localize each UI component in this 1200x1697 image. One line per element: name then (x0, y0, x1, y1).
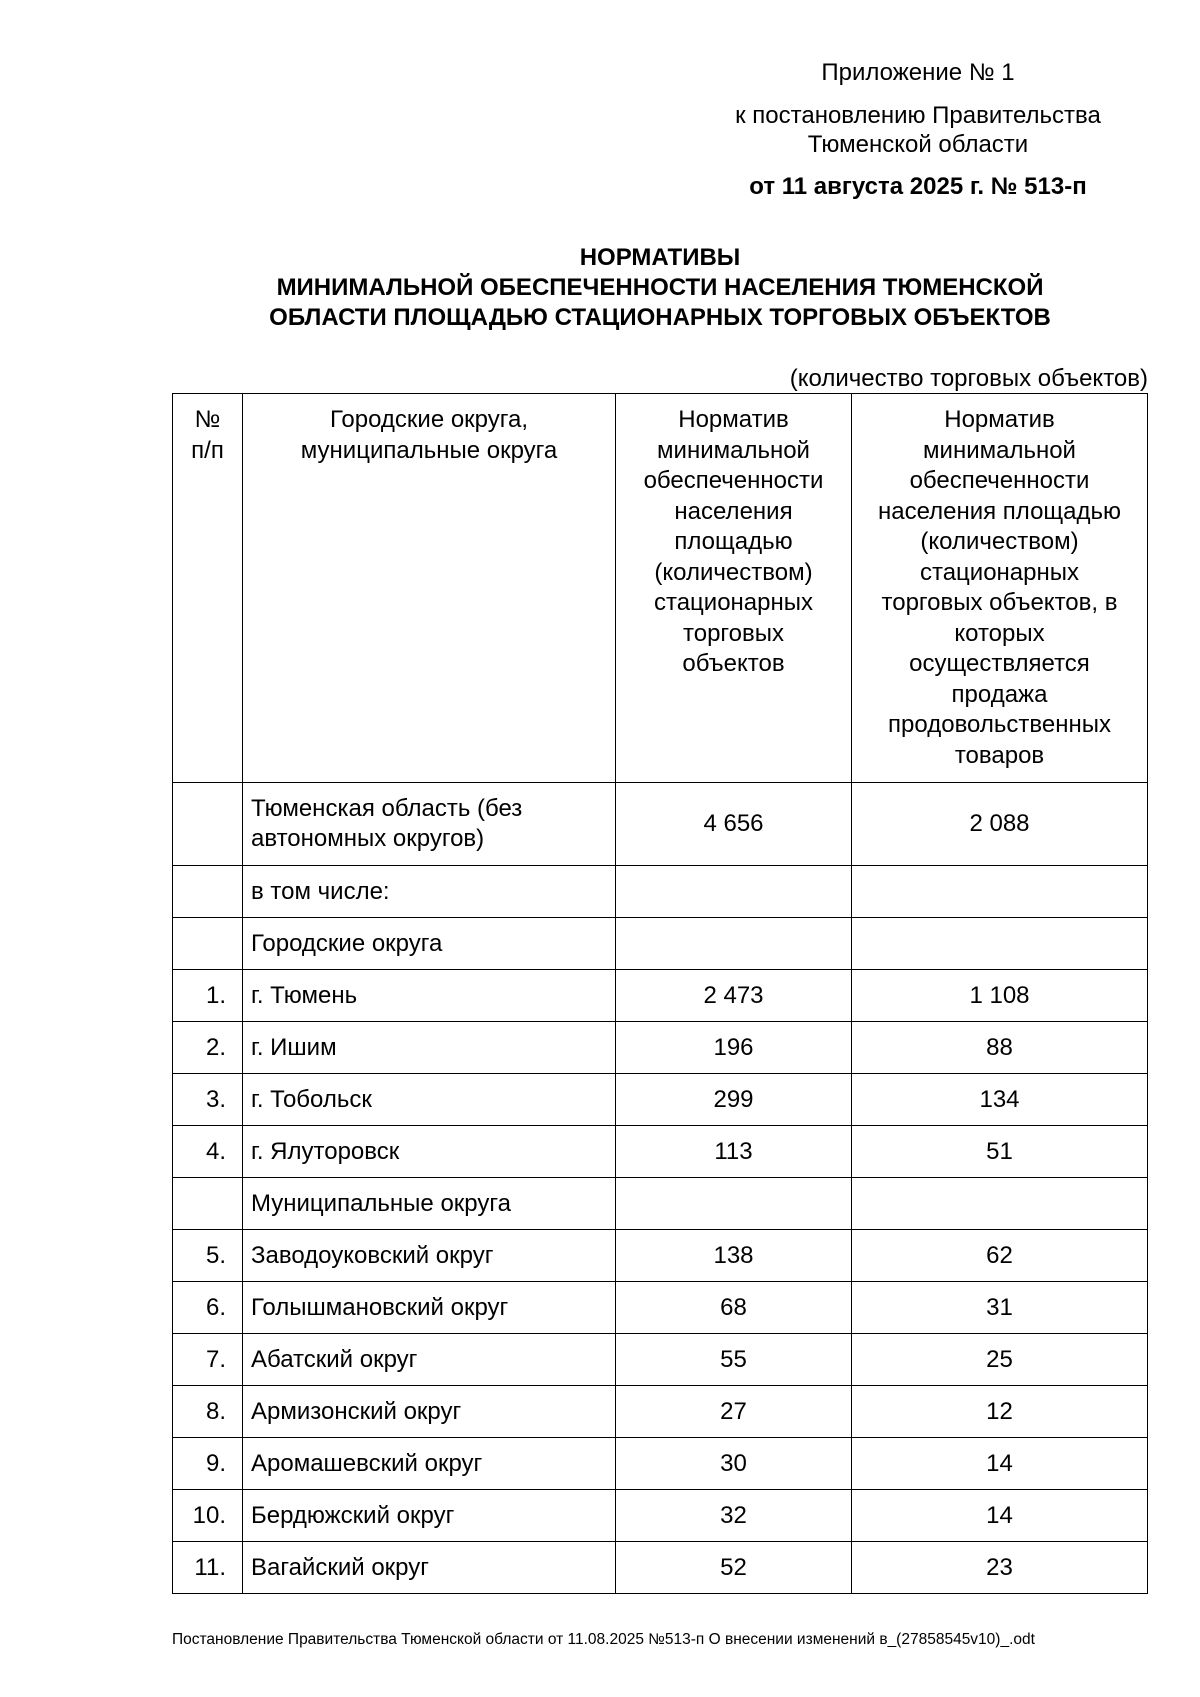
row-col1: 68 (616, 1282, 852, 1334)
row-col1: 113 (616, 1126, 852, 1178)
total-col2: 2 088 (852, 783, 1148, 866)
table-row (173, 1334, 1148, 1386)
row-col2: 134 (852, 1074, 1148, 1126)
row-col1: 299 (616, 1074, 852, 1126)
table-row (173, 1438, 1148, 1490)
appendix-line-1: к постановлению Правительства (735, 102, 1101, 129)
appendix-title: Приложение № 1 (821, 59, 1015, 86)
row-name: Абатский округ (243, 1334, 616, 1386)
row-name: г. Тобольск (243, 1074, 616, 1126)
row-number: 5. (173, 1230, 243, 1282)
table-row (173, 1542, 1148, 1594)
row-col2: 62 (852, 1230, 1148, 1282)
including-label: в том числе: (243, 866, 616, 918)
row-col2: 14 (852, 1490, 1148, 1542)
row-number: 8. (173, 1386, 243, 1438)
municipal-section-label: Муниципальные округа (243, 1178, 616, 1230)
table-row (173, 1022, 1148, 1074)
header-number: № п/п (173, 394, 243, 783)
urban-rows (173, 970, 1148, 1178)
table-row (173, 1490, 1148, 1542)
row-col2: 23 (852, 1542, 1148, 1594)
row-col1: 196 (616, 1022, 852, 1074)
row-col1: 2 473 (616, 970, 852, 1022)
row-number: 10. (173, 1490, 243, 1542)
total-name: Тюменская область (без автономных округов) (243, 783, 616, 866)
header-norm-total: Норматив минимальной обеспеченности населения площадью (количеством) стационарных торговых объектов (616, 394, 852, 783)
row-number: 9. (173, 1438, 243, 1490)
row-col2: 25 (852, 1334, 1148, 1386)
row-col1: 55 (616, 1334, 852, 1386)
table-row (173, 1074, 1148, 1126)
row-name: Армизонский округ (243, 1386, 616, 1438)
urban-section-row (173, 918, 1148, 970)
row-number: 6. (173, 1282, 243, 1334)
row-col2: 88 (852, 1022, 1148, 1074)
row-col2: 31 (852, 1282, 1148, 1334)
header-norm-food: Норматив минимальной обеспеченности населения площадью (количеством) стационарных торговых объектов, в которых осуществляется продажа продовольственных товаров (852, 394, 1148, 783)
row-col2: 14 (852, 1438, 1148, 1490)
footer-filename: Постановление Правительства Тюменской области от 11.08.2025 №513-п О внесении изменений в_(27858545v10)_.odt (172, 1631, 1035, 1648)
row-name: Заводоуковский округ (243, 1230, 616, 1282)
row-number: 4. (173, 1126, 243, 1178)
row-col1: 27 (616, 1386, 852, 1438)
row-name: Вагайский округ (243, 1542, 616, 1594)
table-row (173, 970, 1148, 1022)
row-col2: 12 (852, 1386, 1148, 1438)
header-district: Городские округа, муниципальные округа (243, 394, 616, 783)
unit-note: (количество торговых объектов) (789, 365, 1148, 392)
table-row (173, 1386, 1148, 1438)
row-name: г. Тюмень (243, 970, 616, 1022)
total-col1: 4 656 (616, 783, 852, 866)
title-line-1: НОРМАТИВЫ (579, 244, 741, 271)
urban-section-label: Городские округа (243, 918, 616, 970)
row-number: 11. (173, 1542, 243, 1594)
title-line-2: МИНИМАЛЬНОЙ ОБЕСПЕЧЕННОСТИ НАСЕЛЕНИЯ ТЮМЕНСКОЙ (276, 274, 1044, 301)
municipal-rows (173, 1230, 1148, 1594)
total-row (173, 783, 1148, 866)
appendix-line-2: Тюменской области (807, 131, 1029, 158)
row-name: г. Ишим (243, 1022, 616, 1074)
row-col1: 52 (616, 1542, 852, 1594)
appendix-date: от 11 августа 2025 г. № 513-п (749, 173, 1087, 200)
row-number: 7. (173, 1334, 243, 1386)
row-number: 2. (173, 1022, 243, 1074)
row-col1: 32 (616, 1490, 852, 1542)
including-row (173, 866, 1148, 918)
row-number: 3. (173, 1074, 243, 1126)
table-row (173, 1282, 1148, 1334)
row-name: Бердюжский округ (243, 1490, 616, 1542)
title-line-3: ОБЛАСТИ ПЛОЩАДЬЮ СТАЦИОНАРНЫХ ТОРГОВЫХ ОБЪЕКТОВ (269, 304, 1051, 331)
row-name: Аромашевский округ (243, 1438, 616, 1490)
row-col1: 138 (616, 1230, 852, 1282)
row-name: г. Ялуторовск (243, 1126, 616, 1178)
row-col2: 51 (852, 1126, 1148, 1178)
norms-table (172, 393, 1148, 1594)
document-title (160, 243, 1160, 333)
table-row (173, 1230, 1148, 1282)
municipal-section-row (173, 1178, 1148, 1230)
row-name: Голышмановский округ (243, 1282, 616, 1334)
row-col1: 30 (616, 1438, 852, 1490)
table-row (173, 1126, 1148, 1178)
row-number: 1. (173, 970, 243, 1022)
header-row (173, 394, 1148, 783)
row-col2: 1 108 (852, 970, 1148, 1022)
